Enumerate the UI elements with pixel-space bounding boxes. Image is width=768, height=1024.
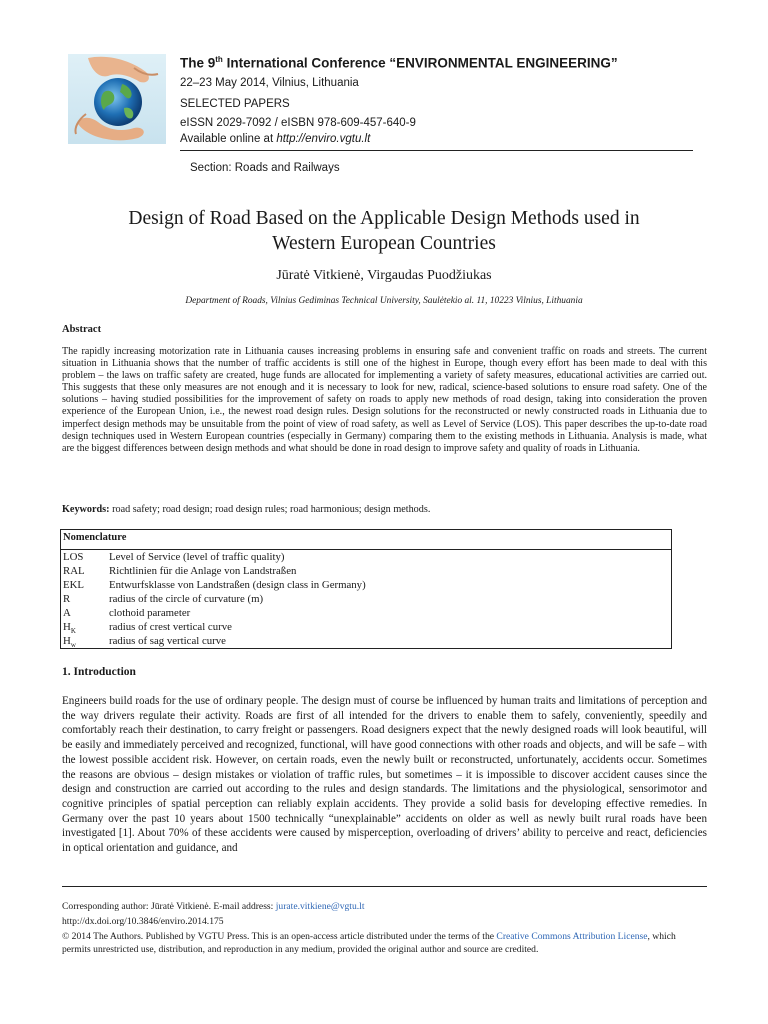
abstract-heading: Abstract: [62, 324, 102, 335]
nomenclature-heading: Nomenclature: [63, 532, 127, 543]
available-url-link[interactable]: http://enviro.vgtu.lt: [276, 133, 371, 145]
license-link[interactable]: Creative Commons Attribution License: [496, 931, 648, 942]
abstract-text: The rapidly increasing motorization rate in Lithuania causes increasing problems in ensuring safe and convenient traffic on roads and streets. The current situation in Lithuania shows that the number of traffic accidents is still one of the highest in Europe, though every effort has been made to deal with this problem – the laws on traffic safety are created, huge funds are allocated for implementing a variety of safety measures, educational activities are carried out. This suggests that these only measures are not enough and it is necessary to look for new, radical, science-based solutions to ensure road safety. One of the solutions – having studied possibilities for the improvement of safety on roads to apply new methods of road design, taking into consideration the proven experience of the European Union, i.e., the newest road design rules. Design solutions for the reconstructed or newly constructed roads in Lithuania due to imperfect design methods may be unsuitable from the point of view of road safety, as well as Level of Service (LOS). This paper describes the up-to-date road design techniques used in Western European countries (especially in Germany) comparing them to the existing methods in Lithuania. Analysis is made, what are the biggest differences between design methods and what should be done in road design to improve safety and quality of roads in Lithuania.: [62, 346, 707, 454]
paper-title-line-2: Western European Countries: [272, 233, 496, 254]
author-affiliation: Department of Roads, Vilnius Gediminas Technical University, Saulėtekio al. 11, 10223 Vilnius, Lithuania: [185, 296, 583, 306]
conference-date-place: 22–23 May 2014, Vilnius, Lithuania: [180, 77, 359, 89]
nomenclature-row: RAL Richtlinien für die Anlage von Landstraßen: [63, 565, 297, 577]
paper-authors: Jūratė Vitkienė, Virgaudas Puodžiukas: [276, 268, 492, 283]
nomenclature-box: [60, 529, 672, 649]
nomenclature-row: LOS Level of Service (level of traffic quality): [63, 551, 285, 563]
nomenclature-row: R radius of the circle of curvature (m): [63, 593, 264, 605]
hands-globe-icon: [68, 54, 166, 144]
keywords-line: Keywords: road safety; road design; road design rules; road harmonious; design methods.: [62, 504, 431, 515]
nomenclature-divider: [61, 549, 671, 550]
issn-line: eISSN 2029-7092 / eISBN 978-609-457-640-9: [180, 117, 416, 129]
nomenclature-row: $H_K$ radius of crest vertical curve: [63, 621, 232, 636]
selected-papers-label: SELECTED PAPERS: [180, 98, 290, 110]
nomenclature-row: A clothoid parameter: [63, 607, 191, 619]
nomenclature-row: EKL Entwurfsklasse von Landstraßen (design class in Germany): [63, 579, 366, 591]
nomenclature-row: $H_w$ radius of sag vertical curve: [63, 635, 226, 650]
corresponding-author: Corresponding author: Jūratė Vitkienė. E-mail address: jurate.vitkiene@vgtu.lt: [62, 901, 365, 912]
conference-logo: [68, 54, 166, 144]
paper-title: [60, 206, 708, 256]
doi-link[interactable]: http://dx.doi.org/10.3846/enviro.2014.175: [62, 916, 224, 927]
header-divider: [180, 150, 693, 151]
paper-title-line-1: Design of Road Based on the Applicable Design Methods used in: [128, 208, 640, 229]
footer-divider: [62, 886, 707, 887]
section-label: Section: Roads and Railways: [190, 162, 340, 174]
author-email-link[interactable]: jurate.vitkiene@vgtu.lt: [275, 901, 365, 912]
license-note: © 2014 The Authors. Published by VGTU Press. This is an open-access article distributed under the terms of the Creative Commons Attribution License, which permits unrestricted use, distribution, and reproduction in any medium, provided the original author and source are credited.: [62, 931, 676, 955]
conference-title: The 9th International Conference “ENVIRONMENTAL ENGINEERING”: [180, 55, 618, 71]
available-online: Available online at http://enviro.vgtu.lt: [180, 133, 371, 145]
introduction-heading: 1. Introduction: [62, 666, 136, 678]
introduction-text: Engineers build roads for the use of ordinary people. The design must of course be influenced by human traits and limitations of perception and the way drivers regulate their activity. Roads are first of all intended for the drivers to enable them to safely, conveniently, speedily and comfortably reach their destination, to carry freight or passengers. Road designers expect that the newly designed roads will look beautiful, will be easily and immediately perceived and recognized, functional, will have good connections with other roads and objects, and will be safe – with the lowest possible accident risk. However, on certain roads, even the newly built or reconstructed, unfortunately, accidents occur. Sometimes the reasons are obvious – design mistakes or violation of traffic rules, but sometimes – it is impossible to discover accident causes since the design and construction are carried out according to the rules and design standards. The limitations and the physiological, sensorimotor and cognitive principles of spatial perception can reliably explain accidents. They provide a solid basis for developing effective remedies. In Germany over the past 10 years about 1500 technically “unexplainable” accidents on older as well as newly built rural roads have been investigated [1]. About 70% of these accidents were caused by misperception, overloading of drivers’ ability to perceive and react, deficiencies in optical orientation and guidance, and: [62, 695, 707, 855]
